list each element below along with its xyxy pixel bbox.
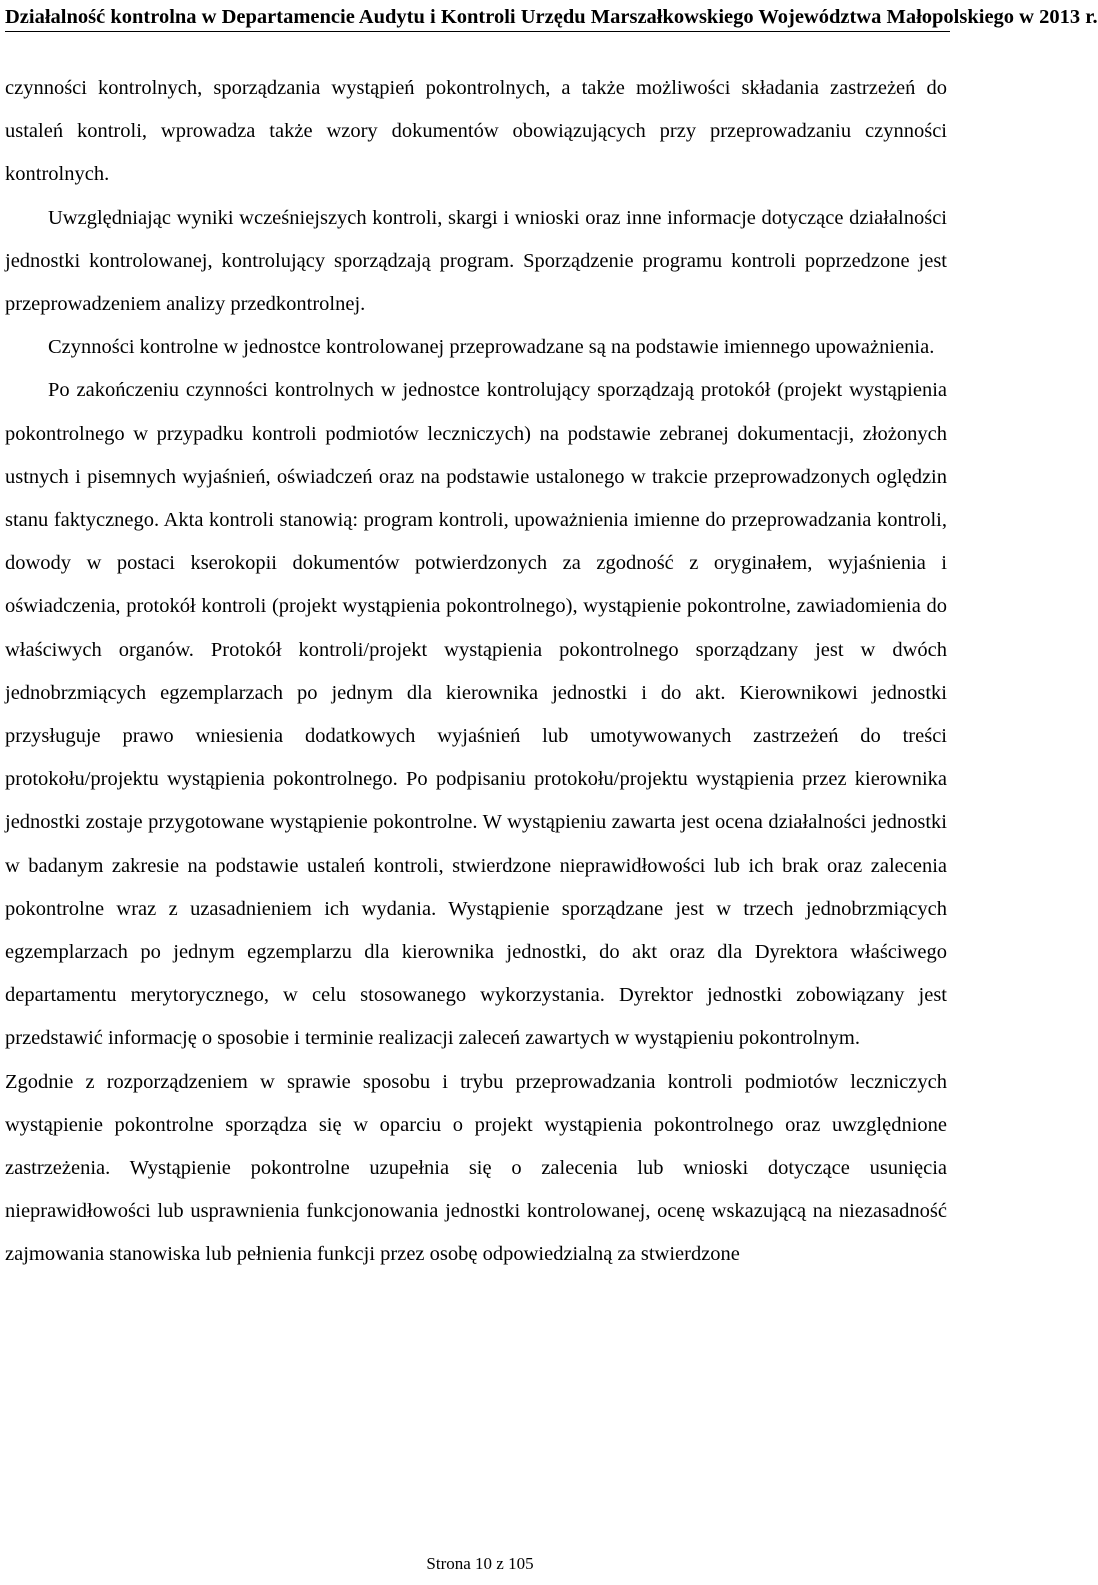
paragraph-continuation: czynności kontrolnych, sporządzania wystąpień pokontrolnych, a także możliwości składania zastrzeżeń do ustaleń kontroli, wprowadza także wzory dokumentów obowiązujących przy przeprowadzaniu czynności kontrolnych. xyxy=(5,77,947,186)
paragraph-authorization: Czynności kontrolne w jednostce kontrolowanej przeprowadzane są na podstawie imiennego upoważnienia. xyxy=(48,336,935,359)
page-number: Strona 10 z 105 xyxy=(426,1554,534,1573)
paragraph-program: Uwzględniając wyniki wcześniejszych kontroli, skargi i wnioski oraz inne informacje dotyczące działalności jednostki kontrolowanej, kontrolujący sporządzają program. Sporządzenie programu kontroli poprzedzone jest przeprowadzeniem analizy przedkontrolnej. xyxy=(5,206,947,316)
paragraph-protocol: Po zakończeniu czynności kontrolnych w jednostce kontrolujący sporządzają protokół (projekt wystąpienia pokontrolnego w przypadku kontroli podmiotów leczniczych) na podstawie zebranej dokumentacji, złożonych ustnych i pisemnych wyjaśnień, oświadczeń oraz na podstawie ustalonego w trakcie przeprowadzonych oględzin stanu faktycznego. Akta kontroli stanowią: program kontroli, upoważnienia imienne do przeprowadzania kontroli, dowody w postaci kserokopii dokumentów potwierdzonych za zgodność z oryginałem, wyjaśnienia i oświadczenia, protokół kontroli (projekt wystąpienia pokontrolnego), wystąpienie pokontrolne, zawiadomienia do właściwych organów. Protokół kontroli/projekt wystąpienia pokontrolnego sporządzany jest w dwóch jednobrzmiących egzemplarzach po jednym dla kierownika jednostki i do akt. Kierownikowi jednostki przysługuje prawo wniesienia dodatkowych wyjaśnień lub umotywowanych zastrzeżeń do treści protokołu/projektu wystąpienia pokontrolnego. Po podpisaniu protokołu/projektu wystąpienia przez kierownika jednostki zostaje przygotowane wystąpienie pokontrolne. W wystąpieniu zawarta jest ocena działalności jednostki w badanym zakresie na podstawie ustaleń kontroli, stwierdzone nieprawidłowości lub ich brak oraz zalecenia pokontrolne wraz z uzasadnieniem ich wydania. Wystąpienie sporządzane jest w trzech jednobrzmiących egzemplarzach po jednym egzemplarzu dla kierownika jednostki, do akt oraz dla Dyrektora właściwego departamentu merytorycznego, w celu stosowanego wykorzystania. Dyrektor jednostki zobowiązany jest przedstawić informację o sposobie i terminie realizacji zaleceń zawartych w wystąpieniu pokontrolnym. xyxy=(5,379,947,1050)
header-divider xyxy=(5,31,950,32)
running-header: Działalność kontrolna w Departamencie Audytu i Kontroli Urzędu Marszałkowskiego Województwa Małopolskiego w 2013 r. xyxy=(5,6,1098,28)
document-body xyxy=(5,67,947,1277)
paragraph-regulation: Zgodnie z rozporządzeniem w sprawie sposobu i trybu przeprowadzania kontroli podmiotów leczniczych wystąpienie pokontrolne sporządza się w oparciu o projekt wystąpienia pokontrolnego oraz uwzględnione zastrzeżenia. Wystąpienie pokontrolne uzupełnia się o zalecenia lub wnioski dotyczące usunięcia nieprawidłowości lub usprawnienia funkcjonowania jednostki kontrolowanej, ocenę wskazującą na niezasadność zajmowania stanowiska lub pełnienia funkcji przez osobę odpowiedzialną za stwierdzone xyxy=(5,1070,947,1266)
